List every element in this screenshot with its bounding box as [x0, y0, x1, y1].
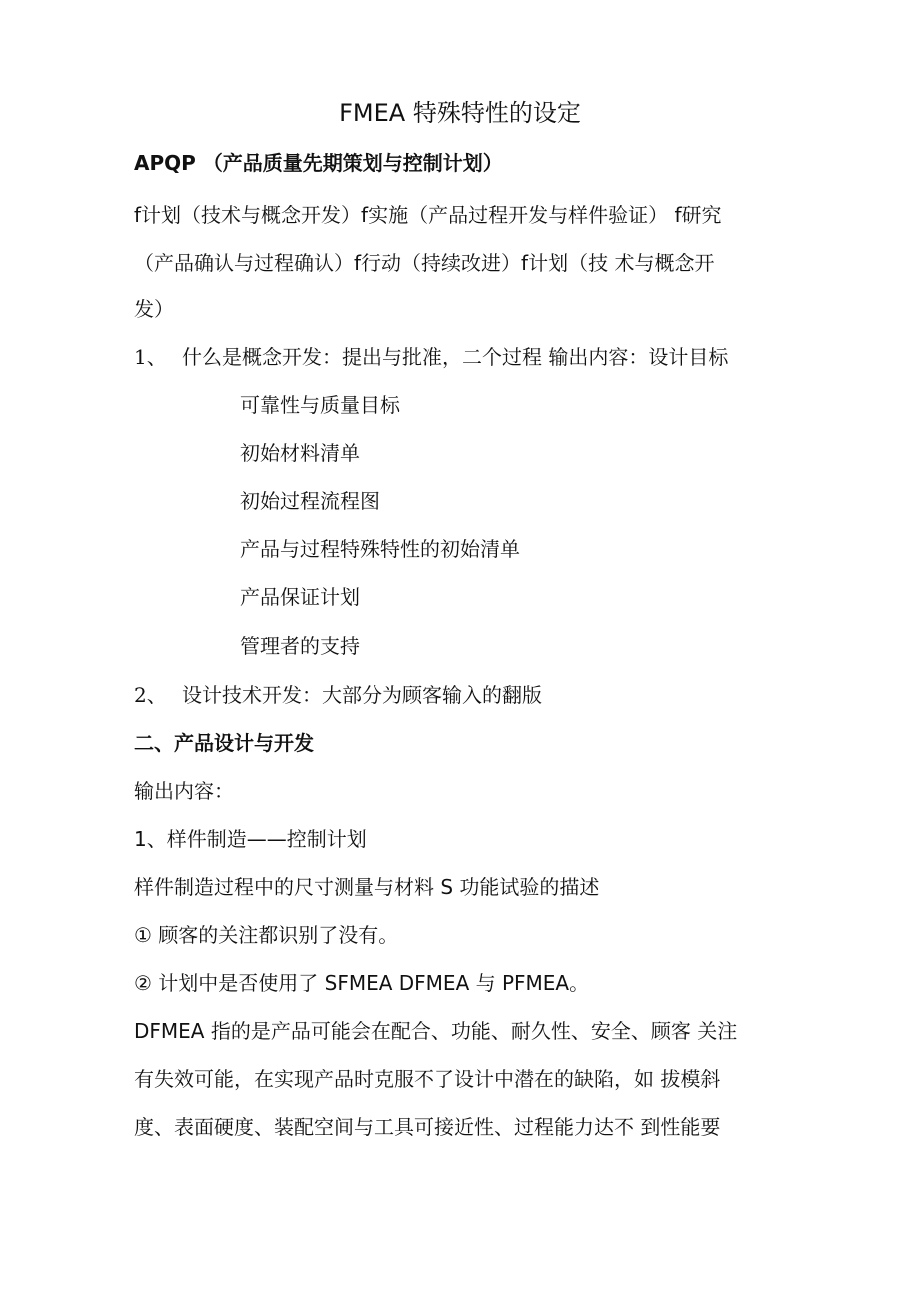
cycle-line-1: f计划（技术与概念开发）f实施（产品过程开发与样件验证） f研究	[134, 203, 722, 227]
dfmea-line-3: 度、表面硬度、装配空间与工具可接近性、过程能力达不 到性能要	[134, 1115, 721, 1139]
item-1	[134, 343, 728, 371]
item-1-number: 1、	[134, 345, 167, 369]
check-item-2: ② 计划中是否使用了 SFMEA DFMEA 与 PFMEA。	[134, 971, 590, 995]
item-1-text: 什么是概念开发：提出与批准，二个过程 输出内容：设计目标	[182, 345, 729, 369]
output-label: 输出内容：	[134, 779, 234, 803]
section-2-heading: 二、产品设计与开发	[134, 731, 314, 755]
check-item-1: ① 顾客的关注都识别了没有。	[134, 923, 399, 947]
cycle-line-2: （产品确认与过程确认）f行动（持续改进）f计划（技 术与概念开	[134, 251, 715, 275]
output-item: 产品保证计划	[240, 585, 360, 609]
item-2-number: 2、	[134, 683, 167, 707]
output-item: 管理者的支持	[240, 634, 360, 658]
dfmea-line-1: DFMEA 指的是产品可能会在配合、功能、耐久性、安全、顾客 关注	[134, 1019, 738, 1043]
cycle-line-3: 发）	[134, 297, 174, 321]
output-item: 可靠性与质量目标	[240, 393, 400, 417]
item-2-text: 设计技术开发：大部分为顾客输入的翻版	[182, 683, 542, 707]
output-item: 初始材料清单	[240, 441, 360, 465]
item-2	[134, 681, 542, 709]
output-item: 产品与过程特殊特性的初始清单	[240, 537, 520, 561]
output-item: 初始过程流程图	[240, 489, 380, 513]
sample-line: 1、样件制造——控制计划	[134, 827, 367, 851]
sample-description: 样件制造过程中的尺寸测量与材料 S 功能试验的描述	[134, 875, 600, 899]
dfmea-line-2: 有失效可能，在实现产品时克服不了设计中潜在的缺陷，如 拔模斜	[134, 1067, 721, 1091]
apqp-heading: APQP （产品质量先期策划与控制计划）	[134, 151, 503, 175]
page-title: FMEA 特殊特性的设定	[339, 99, 581, 127]
